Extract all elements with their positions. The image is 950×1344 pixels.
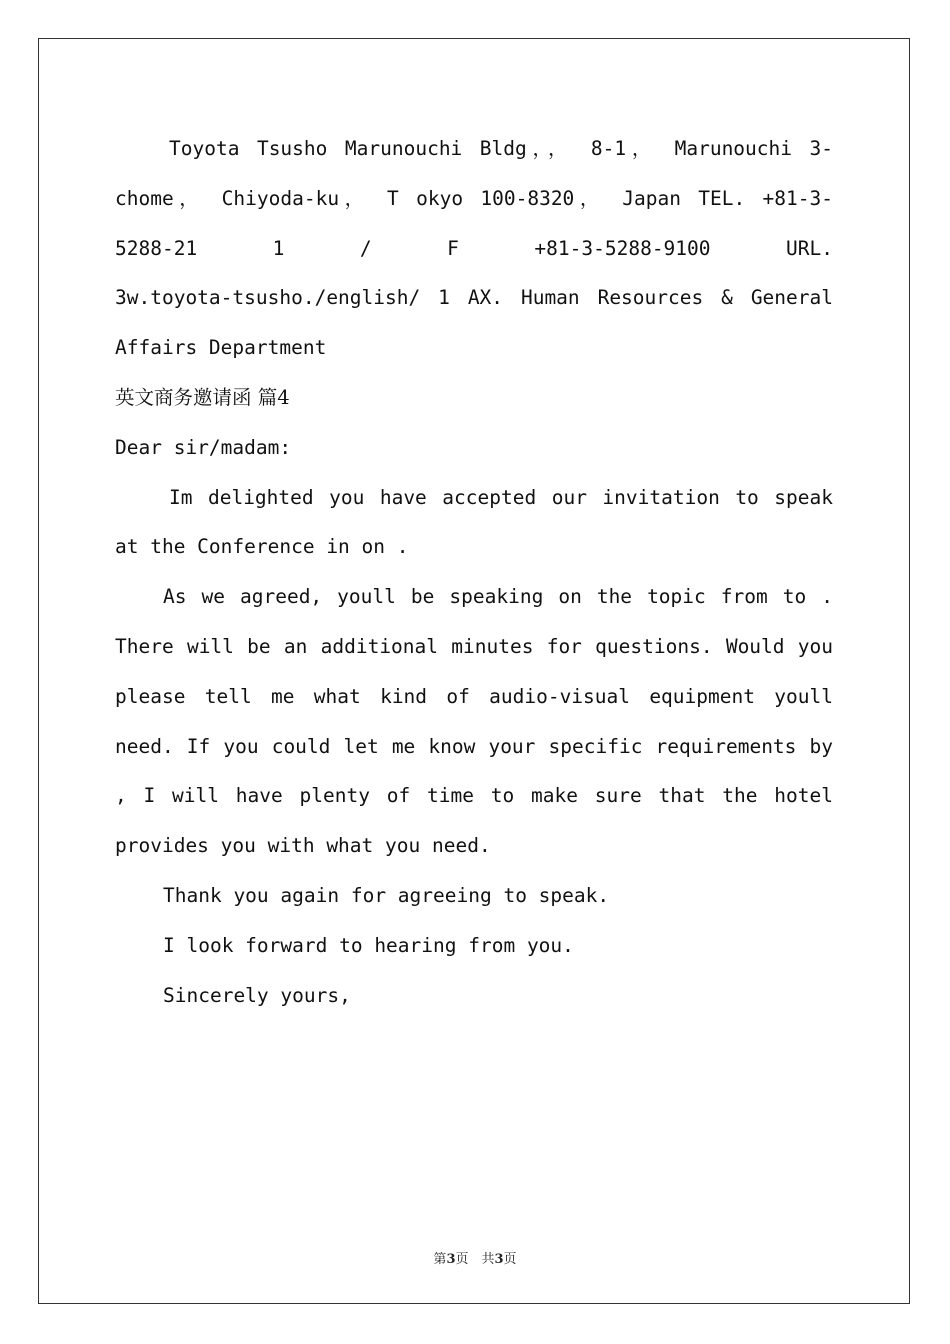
address-line-4: 3w.toyota-tsusho./english/ 1 AX. Human Resources & General — [115, 286, 833, 310]
paragraph-2-line-4: need. If you could let me know your specific requirements by — [115, 734, 833, 758]
paragraph-2-line-6: provides you with what you need. — [115, 834, 491, 858]
paragraph-2-line-1: As we agreed, youll be speaking on the topic from to . — [163, 585, 833, 609]
address-line-3: 5288-21 1 / F +81-3-5288-9100 URL. — [115, 236, 833, 260]
closing-line: I look forward to hearing from you. — [163, 933, 574, 957]
footer-mid: 页 共 — [455, 1252, 495, 1267]
footer-suffix: 页 — [503, 1252, 517, 1267]
paragraph-2-line-2: There will be an additional minutes for questions. Would you — [115, 634, 833, 658]
paragraph-1-line-2: at the Conference in on . — [115, 535, 409, 559]
salutation: Dear sir/madam: — [115, 435, 292, 459]
paragraph-2-line-5: , I will have plenty of time to make sure that the hotel — [115, 784, 833, 808]
section-heading: 英文商务邀请函 篇4 — [115, 385, 290, 409]
paragraph-1-line-1: Im delighted you have accepted our invitation to speak — [169, 485, 833, 509]
page-footer — [0, 1248, 950, 1267]
footer-current-page: 3 — [446, 1252, 456, 1267]
address-line-5: Affairs Department — [115, 336, 327, 360]
address-line-2: chome， Chiyoda-ku， T okyo 100-8320， Japan TEL. +81-3- — [115, 186, 833, 210]
paragraph-2-line-3: please tell me what kind of audio-visual equipment youll — [115, 684, 833, 708]
document-body — [115, 124, 833, 1020]
footer-total-pages: 3 — [494, 1252, 504, 1267]
thanks-line: Thank you again for agreeing to speak. — [163, 883, 610, 907]
signoff-line: Sincerely yours, — [163, 983, 351, 1007]
address-line-1: Toyota Tsusho Marunouchi Bldg，， 8-1， Marunouchi 3- — [169, 137, 833, 160]
footer-prefix: 第 — [433, 1252, 447, 1267]
